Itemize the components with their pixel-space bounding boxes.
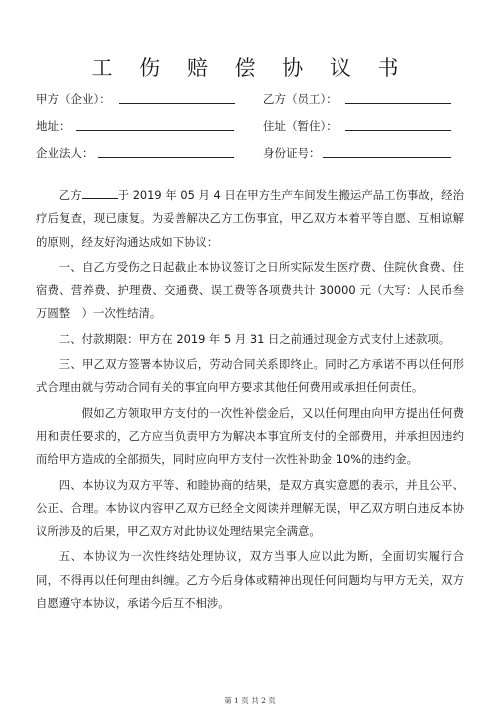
id-number-label: 身份证号： bbox=[263, 146, 321, 160]
legal-rep-label: 企业法人： bbox=[36, 146, 94, 160]
clause-3-supplement: 假如乙方领取甲方支付的一次性补偿金后，又以任何理由向甲方提出任何费用和责任要求的，乙方应当负责甲方为解决本事宜所支付的全部费用，并承担因违约而给甲方造成的全部损失，同时应向甲方支付一次性补助金 10%的违约金。 bbox=[36, 405, 464, 467]
residence-input-line[interactable] bbox=[345, 130, 451, 131]
page-footer: 第 1 页 共 2 页 bbox=[224, 696, 276, 705]
party-b-name-blank[interactable] bbox=[82, 187, 118, 199]
intro-prefix: 乙方 bbox=[58, 188, 82, 202]
agreement-body bbox=[36, 184, 464, 617]
party-b-input-line[interactable] bbox=[345, 103, 451, 104]
party-a-label: 甲方（企业）： bbox=[36, 92, 111, 106]
intro-paragraph bbox=[36, 184, 464, 254]
party-a-input-line[interactable] bbox=[119, 103, 235, 104]
clause-1: 一、自乙方受伤之日起截止本协议签订之日所实际发生医疗费、住院伙食费、住宿费、营养费、护理费、交通费、误工费等各项费共计 30000 元（大写：人民币叁万圆整 ）一次性结清。 bbox=[36, 259, 464, 321]
address-input-line[interactable] bbox=[76, 130, 234, 131]
party-b-label: 乙方（员工）： bbox=[263, 92, 338, 106]
clause-2: 二、付款期限：甲方在 2019 年 5 月 31 日之前通过现金方式支付上述款项。 bbox=[58, 331, 451, 346]
document-title: 工 伤 赔 偿 协 议 书 bbox=[91, 56, 409, 80]
legal-rep-input-line[interactable] bbox=[98, 157, 234, 158]
clause-3: 三、甲乙双方签署本协议后，劳动合同关系即终止。同时乙方承诺不再以任何形式合理由就与劳动合同有关的事宜向甲方要求其他任何费用或承担任何责任。 bbox=[36, 357, 464, 395]
clause-5: 五、本协议为一次性终结处理协议，双方当事人应以此为断，全面切实履行合同，不得再以任何理由纠缠。乙方今后身体或精神出现任何问题均与甲方无关，双方自愿遵守本协议，承诺今后互不相涉。 bbox=[36, 549, 464, 611]
address-label: 地址： bbox=[36, 119, 71, 133]
residence-label: 住址（暂住）： bbox=[263, 119, 338, 133]
clause-4: 四、本协议为双方平等、和睦协商的结果，是双方真实意愿的表示，并且公平、公正、合理。本协议内容甲乙双方已经全文阅读并理解无误，甲乙双方明白违反本协议所涉及的后果，甲乙双方对此协议处理结果完全满意。 bbox=[36, 477, 464, 539]
intro-text: 于 2019 年 05 月 4 日在甲方生产车间发生搬运产品工伤事故，经治疗后复查，现已康复。为妥善解决乙方工伤事宜，甲乙双方本着平等自愿、互相谅解的原则，经友好沟通达成如下协议： bbox=[36, 188, 464, 249]
id-number-input-line[interactable] bbox=[323, 157, 451, 158]
